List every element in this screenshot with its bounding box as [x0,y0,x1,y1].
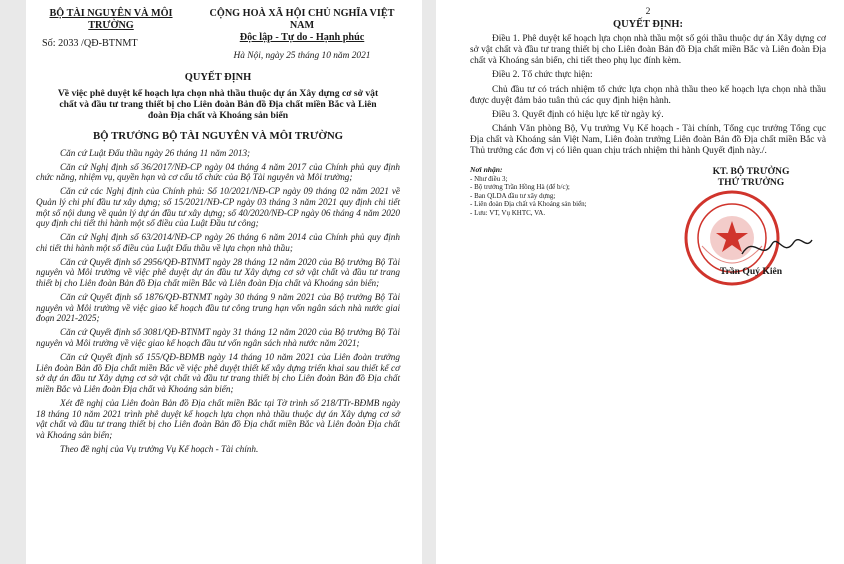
recipient-item: - Như điều 3; [470,174,508,183]
signer [676,166,826,278]
basis-item: Căn cứ các Nghị định của Chính phủ: Số 10/2021/NĐ-CP ngày 09 tháng 02 năm 2021 về Quản lý chi phí đầu tư xây dựng; số 15/2021/NĐ-CP ngày 03 tháng 3 năm 2021 quy định chi tiết một số nội dung về quản lý dự án đầu tư xây dựng; số 40/2020/NĐ-CP ngày 06 tháng 4 năm 2020 quy định chi tiết thi hành một số điều của Luật Đầu tư công; [36,186,400,229]
article-3-detail: Chánh Văn phòng Bộ, Vụ trưởng Vụ Kế hoạch - Tài chính, Tổng cục trưởng Tổng cục Địa chất và Khoáng sản Việt Nam, Liên đoàn trưởng Liên đoàn Bản đồ Địa chất miền Bắc và Thủ trưởng các đơn vị có liên quan chịu trách nhiệm thi hành Quyết định này./. [470,124,826,157]
signer-name: Trần Quý Kiên [719,266,783,278]
document-page-2 [436,0,844,564]
document-page-1 [26,0,422,564]
signer-title: KT. BỘ TRƯỞNG [712,166,790,178]
basis-item: Căn cứ Quyết định số 3081/QĐ-BTNMT ngày 31 tháng 12 năm 2020 của Bộ trưởng Bộ Tài nguyên và Môi trường về việc giao kế hoạch đầu tư vốn ngân sách nhà nước năm 2021; [36,327,400,348]
article-3: Điều 3. Quyết định có hiệu lực kể từ ngày ký. [492,109,664,120]
page-number: 2 [645,6,651,17]
handwritten-signature-icon [736,228,816,268]
decision-subject: Về việc phê duyệt kế hoạch lựa chọn nhà thầu thuộc dự án Xây dựng cơ sở vật chất và đầu tư trang thiết bị cho Liên đoàn Bản đồ Địa chất miền Bắc và Liên đoàn Địa chất và Khoáng sản biển [57,88,379,122]
republic-title: CỘNG HOÀ XÃ HỘI CHỦ NGHĨA VIỆT NAM [209,8,395,31]
basis-item: Căn cứ Quyết định số 155/QĐ-BĐMB ngày 14 tháng 10 năm 2021 của Liên đoàn trưởng Liên đoàn Bản đồ Địa chất miền Bắc về việc phê duyệt thiết kế xây dựng triển khai sau thiết kế cơ sở dự án đầu tư Xây dựng cơ sở vật chất và đầu tư trang thiết bị cho Liên đoàn Bản đồ Địa chất miền Bắc và Liên đoàn Địa chất và Khoáng sản biển; [36,351,400,394]
recipient-item: - Ban QLDA đầu tư xây dựng; [470,191,556,200]
minister-title: BỘ TRƯỞNG BỘ TÀI NGUYÊN VÀ MÔI TRƯỜNG [92,129,344,142]
articles [470,34,826,157]
article-2-detail: Chủ đầu tư có trách nhiệm tổ chức lựa chọn nhà thầu theo kế hoạch lựa chọn nhà thầu được duyệt đảm bảo tuân thủ các quy định hiện hành. [470,84,826,106]
document-header [36,8,400,62]
article-2: Điều 2. Tổ chức thực hiện: [492,70,593,81]
recipient-item: - Bộ trưởng Trần Hồng Hà (để b/c); [470,183,570,192]
recipients-title: Nơi nhận: [470,165,503,175]
recipient-item: - Lưu: VT, Vụ KHTC, VA. [470,209,546,218]
signer-position: THỨ TRƯỞNG [717,177,785,189]
basis-item: Căn cứ Luật Đấu thầu ngày 26 tháng 11 năm 2013; [60,147,251,158]
document-number: Số: 2033 /QĐ-BTNMT [42,38,138,49]
basis-item: Căn cứ Nghị định số 36/2017/NĐ-CP ngày 04 tháng 4 năm 2017 của Chính phủ quy định chức năng, nhiệm vụ, quyền hạn và cơ cấu tổ chức của Bộ Tài nguyên và Môi trường; [36,161,400,183]
legal-basis-list [36,148,400,455]
article-1: Điều 1. Phê duyệt kế hoạch lựa chọn nhà thầu một số gói thầu thuộc dự án Xây dựng cơ sở vật chất và đầu tư trang thiết bị cho Liên đoàn Bản đồ Địa chất miền Bắc và Liên đoàn Địa chất và Khoáng sản biển, chi tiết theo phụ lục đính kèm. [470,34,826,66]
national-motto: Độc lập - Tự do - Hạnh phúc [239,32,365,43]
signature-block [470,165,826,278]
issue-date: Hà Nội, ngày 25 tháng 10 năm 2021 [233,51,371,61]
basis-item: Căn cứ Quyết định số 1876/QĐ-BTNMT ngày 30 tháng 9 năm 2021 của Bộ trưởng Bộ Tài nguyên và Môi trường về việc giao kế hoạch đầu tư công trung hạn vốn ngân sách nhà nước giai đoạn 2021-2025; [36,291,400,324]
ministry-name: BỘ TÀI NGUYÊN VÀ MÔI TRƯỜNG [49,8,173,31]
recipients [470,166,640,218]
basis-item: Căn cứ Nghị định số 63/2014/NĐ-CP ngày 26 tháng 6 năm 2014 của Chính phủ quy định chi tiết thi hành một số điều của Luật Đấu thầu về lựa chọn nhà thầu; [36,232,400,253]
basis-item: Theo đề nghị của Vụ trưởng Vụ Kế hoạch - Tài chính. [60,443,259,454]
recipient-item: - Liên đoàn Địa chất và Khoáng sản biển; [470,200,587,209]
decision-title: QUYẾT ĐỊNH [184,72,252,83]
basis-item: Căn cứ Quyết định số 2956/QĐ-BTNMT ngày 28 tháng 12 năm 2020 của Bộ trưởng Bộ Tài nguyên và Môi trường về việc phê duyệt dự án đầu tư Xây dựng cơ sở vật chất và đầu tư trang thiết bị cho Liên đoàn Bản đồ Địa chất miền Bắc và Liên đoàn Địa chất và Khoáng sản biển; [36,256,400,289]
basis-item: Xét đề nghị của Liên đoàn Bản đồ Địa chất miền Bắc tại Tờ trình số 218/TTr-BĐMB ngày 18 tháng 10 năm 2021 trình phê duyệt kế hoạch lựa chọn nhà thầu thuộc dự án Xây dựng cơ sở vật chất và đầu tư trang thiết bị cho Liên đoàn Bản đồ Địa chất miền Bắc và Liên đoàn Địa chất và Khoáng sản biển; [36,397,400,440]
decision-heading: QUYẾT ĐỊNH: [613,19,683,30]
